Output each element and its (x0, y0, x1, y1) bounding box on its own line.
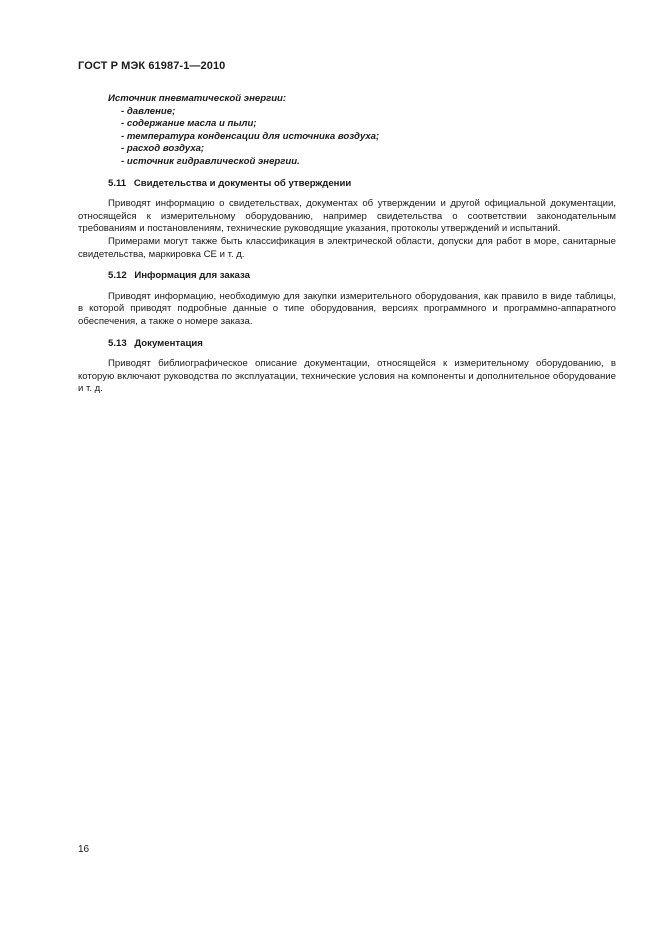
section-number: 5.13 (108, 337, 127, 349)
section-title: Информация для заказа (134, 270, 250, 282)
pneumatic-list-item: - расход воздуха; (121, 143, 205, 155)
pneumatic-list-item: - температура конденсации для источника воздуха; (121, 130, 380, 142)
section-number: 5.12 (108, 270, 127, 282)
section-heading (78, 270, 616, 283)
section-heading (78, 178, 616, 191)
section-number: 5.11 (108, 177, 127, 189)
section-heading (78, 338, 616, 351)
pneumatic-list-item: - давление; (121, 105, 176, 117)
section-title: Свидетельства и документы об утверждении (133, 177, 352, 189)
section-paragraph: Примерами могут также быть классификация в электрической области, допуски для работ в море, санитарные свидетельства, маркировка СЕ и т. д. (78, 235, 616, 260)
section-5-11 (78, 178, 616, 262)
section-paragraph: Приводят информацию, необходимую для закупки измерительного оборудования, как правило в виде таблицы, в которой приводят подробные данные о типе оборудования, версиях программного и программно-аппаратного обеспечения, а также о номере заказа. (78, 290, 616, 327)
pneumatic-list-item: - источник гидравлической энергии. (121, 155, 300, 167)
page-number: 16 (78, 844, 90, 855)
section-title: Документация (134, 337, 203, 349)
document-header: ГОСТ Р МЭК 61987-1—2010 (78, 60, 226, 72)
document-body (78, 93, 616, 396)
pneumatic-list-title: Источник пневматической энергии: (108, 93, 287, 104)
section-5-13 (78, 338, 616, 396)
section-5-12 (78, 270, 616, 328)
pneumatic-list-item: - содержание масла и пыли; (121, 118, 257, 130)
section-paragraph: Приводят библиографическое описание документации, относящейся к измерительному оборудованию, в которую включают руководства по эксплуатации, технические условия на компоненты и дополнительное оборудование и т. д. (78, 358, 616, 395)
section-paragraph: Приводят информацию о свидетельствах, документах об утверждении и другой официальной документации, относящейся к измерительному оборудованию, например свидетельства о соответствии законодательным требованиям и постановлениям, технические руководящие указания, протоколы утверждений и испытаний. (78, 198, 616, 235)
